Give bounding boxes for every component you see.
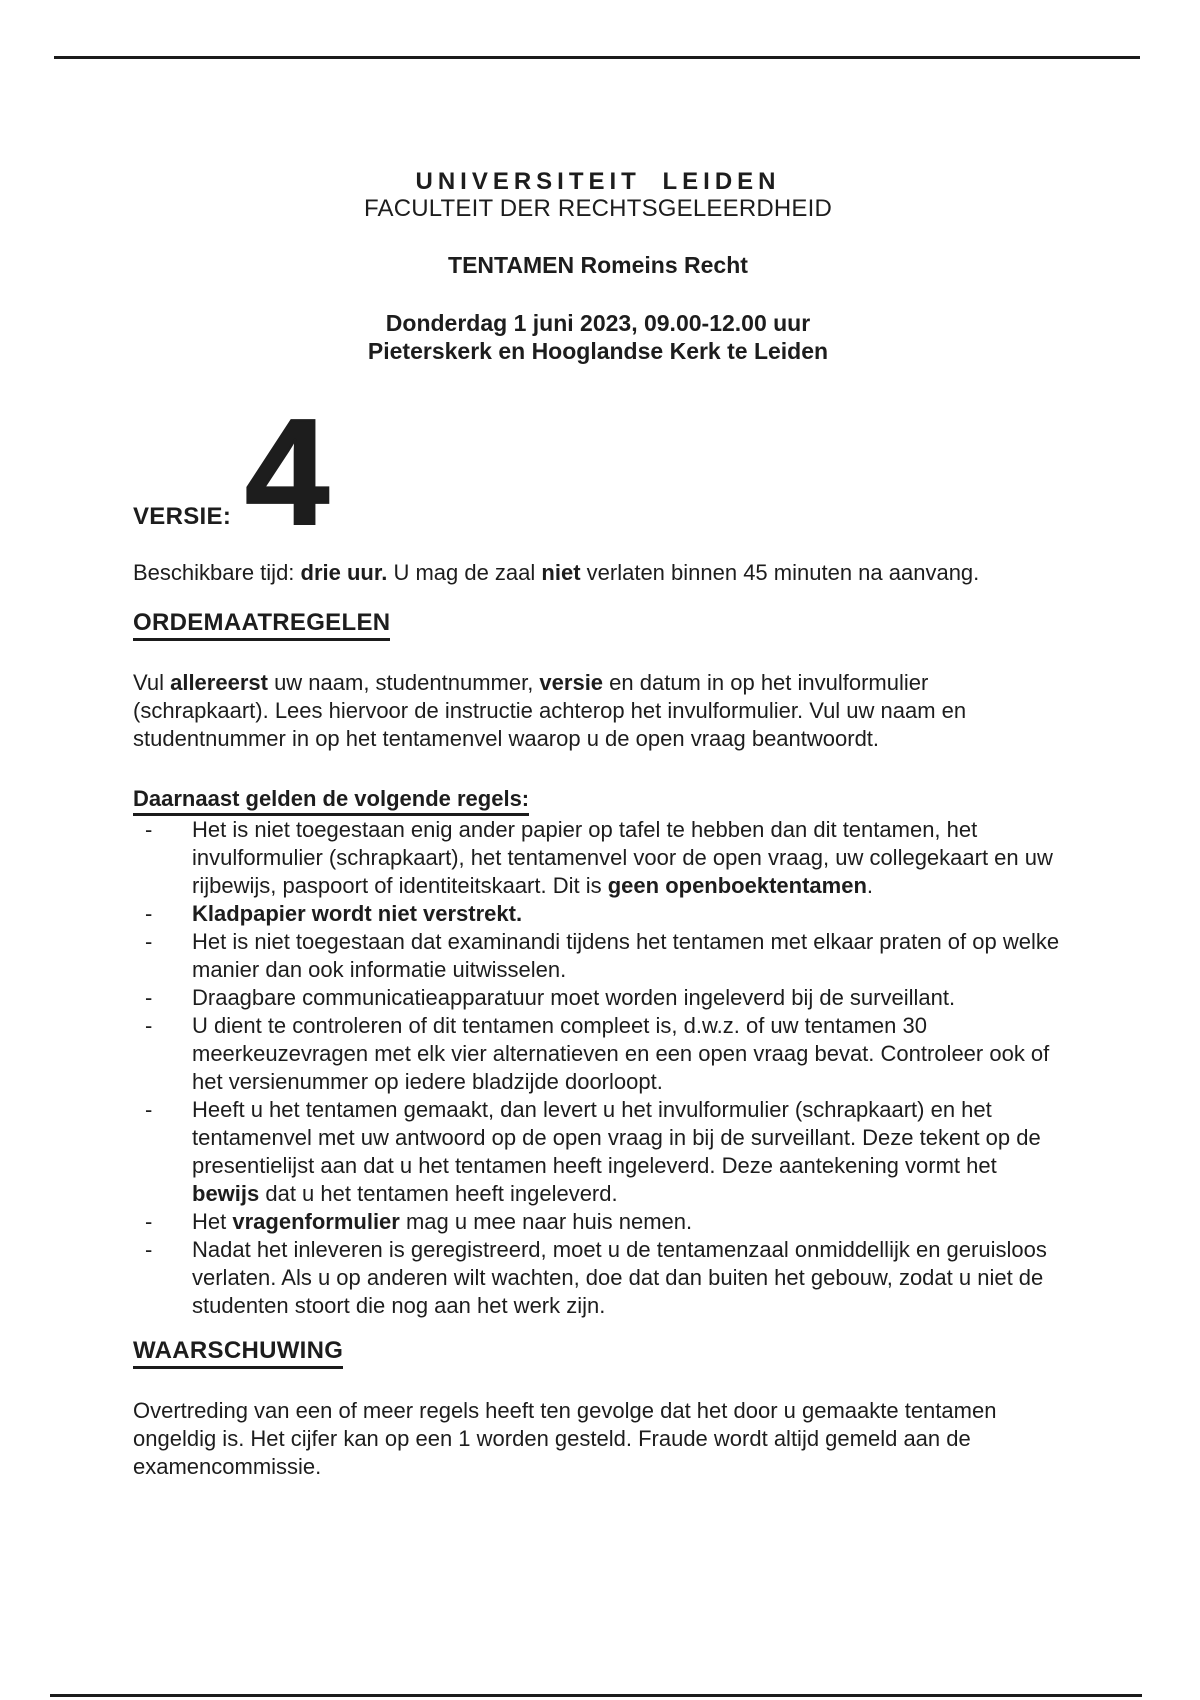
dash-bullet: - [145,817,153,842]
document-header [133,168,1063,365]
bottom-rule-line [50,1694,1142,1697]
rules-list [133,816,1063,1320]
section-heading-waarschuwing [133,1339,1063,1369]
list-item [133,928,1063,984]
version-row [133,387,1063,556]
list-item-text: Nadat het inleveren is geregistreerd, moet u de tentamenzaal onmiddellijk en geruisloos verlaten. Als u op anderen wilt wachten, doe dat dan buiten het gebouw, zodat u niet de studenten stoort die nog aan het werk zijn. [192,1237,1047,1318]
fill-in-instructions-paragraph: Vul allereerst uw naam, studentnummer, versie en datum in op het invulformulier (schrapkaart). Lees hiervoor de instructie achterop het invulformulier. Vul uw naam en studentnummer in op het tentamenvel waarop u de open vraag beantwoordt. [133,670,967,751]
list-item [133,1208,1063,1236]
list-item-text: Heeft u het tentamen gemaakt, dan levert u het invulformulier (schrapkaart) en het tentamenvel met uw antwoord op de open vraag in bij de surveillant. Deze tekent op de presentielijst aan dat u het tentamen heeft ingeleverd. Deze aantekening vormt het bewijs dat u het tentamen heeft ingeleverd. [192,1097,1041,1206]
page-content [133,0,1063,1481]
list-item [133,900,1063,928]
list-item [133,984,1063,1012]
dash-bullet: - [145,1013,153,1038]
exam-title: TENTAMEN Romeins Recht [448,252,748,278]
list-item-text: U dient te controleren of dit tentamen compleet is, d.w.z. of uw tentamen 30 meerkeuzevragen met elk vier alternatieven en een open vraag bevat. Controleer ook of het versienummer op iedere bladzijde doorloopt. [192,1013,1050,1094]
ordemaatregelen-heading-text: ORDEMAATREGELEN [133,611,390,641]
dash-bullet: - [145,1209,153,1234]
list-item-text: Draagbare communicatieapparatuur moet worden ingeleverd bij de surveillant. [192,985,956,1010]
rules-subheading-text: Daarnaast gelden de volgende regels: [133,787,529,816]
warning-paragraph: Overtreding van een of meer regels heeft ten gevolge dat het door u gemaakte tentamen ongeldig is. Het cijfer kan op een 1 worden gesteld. Fraude wordt altijd gemeld aan de examencommissie. [133,1398,997,1479]
dash-bullet: - [145,1237,153,1262]
waarschuwing-heading-text: WAARSCHUWING [133,1339,343,1369]
version-label: VERSIE: [133,503,232,530]
list-item-text: Het is niet toegestaan enig ander papier op tafel te hebben dan dit tentamen, het invulformulier (schrapkaart), het tentamenvel voor de open vraag, uw collegekaart en uw rijbewijs, paspoort of identiteitskaart. Dit is geen openboektentamen. [192,817,1053,898]
exam-location-line: Pieterskerk en Hooglandse Kerk te Leiden [367,338,829,364]
list-item-text: Kladpapier wordt niet verstrekt. [192,901,523,926]
university-name: UNIVERSITEIT LEIDEN [415,168,781,195]
list-item-text: Het vragenformulier mag u mee naar huis nemen. [192,1209,693,1234]
list-item [133,816,1063,900]
exam-date-line: Donderdag 1 juni 2023, 09.00-12.00 uur [385,310,811,336]
dash-bullet: - [145,985,153,1010]
list-item-text: Het is niet toegestaan dat examinandi tijdens het tentamen met elkaar praten of op welke manier dan ook informatie uitwisselen. [192,929,1060,982]
list-item [133,1236,1063,1320]
list-item [133,1096,1063,1208]
dash-bullet: - [145,1097,153,1122]
available-time-paragraph: Beschikbare tijd: drie uur. U mag de zaal niet verlaten binnen 45 minuten na aanvang. [133,560,980,585]
section-heading-ordemaatregelen [133,611,1063,641]
dash-bullet: - [145,929,153,954]
faculty-name: FACULTEIT DER RECHTSGELEERDHEID [363,195,833,222]
exam-datetime-block [133,309,1063,365]
rules-subheading [133,787,1063,816]
version-number: 4 [245,387,327,556]
dash-bullet: - [145,901,153,926]
list-item [133,1012,1063,1096]
